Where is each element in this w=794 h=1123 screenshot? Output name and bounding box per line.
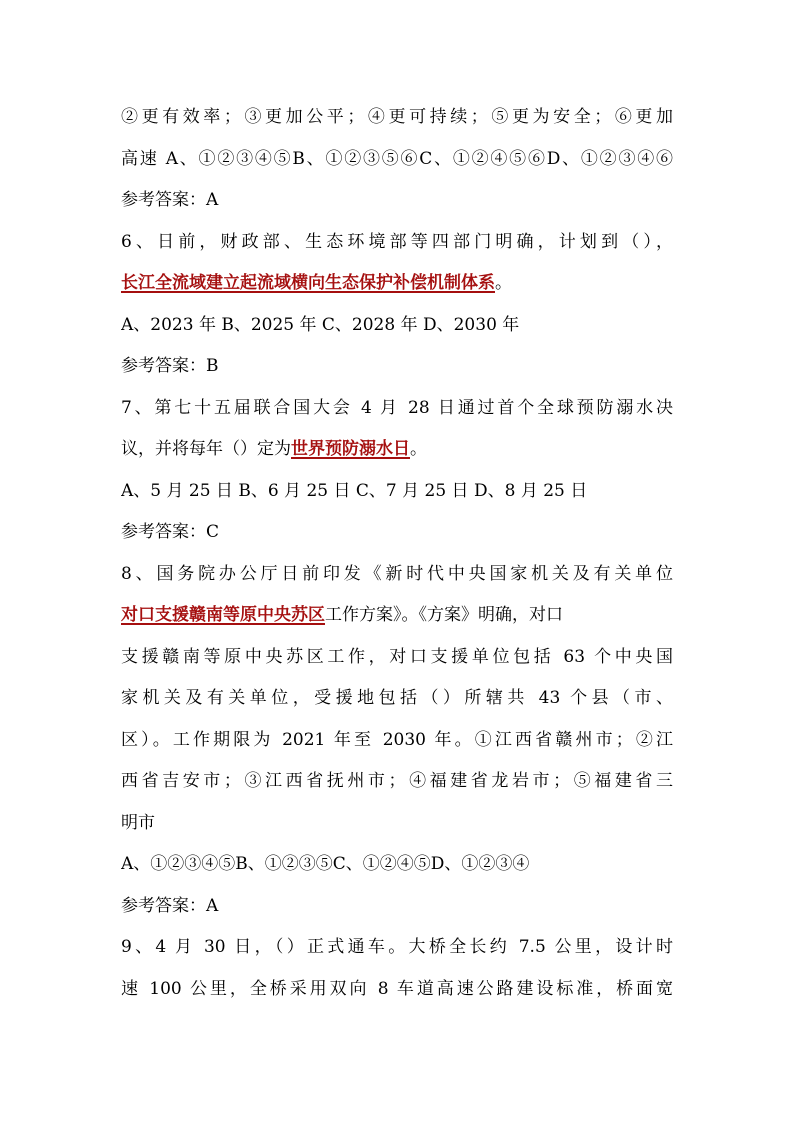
text-line: A、①②③④⑤B、①②③⑤C、①②④⑤D、①②③④	[121, 854, 530, 874]
text-line: 区）。工作期限为 2021 年至 2030 年。①江西省赣州市；②江	[121, 729, 673, 750]
question-8-line-2	[121, 595, 673, 637]
text-line: 8、国务院办公厅日前印发《新时代中央国家机关及有关单位	[121, 563, 673, 584]
answer-text: 参考答案：B	[121, 356, 219, 376]
question-8-line-7	[121, 803, 673, 845]
text-line: 6、日前，财政部、生态环境部等四部门明确，计划到（），	[121, 231, 673, 252]
highlighted-keyword: 长江全流域建立起流域横向生态保护补偿机制体系	[121, 273, 495, 293]
question-7-line-1	[121, 388, 673, 430]
text-line: 9、4 月 30 日，（）正式通车。大桥全长约 7.5 公里，设计时	[121, 937, 673, 957]
options-line	[121, 305, 673, 347]
answer-line	[121, 886, 673, 928]
question-8-line-6	[121, 761, 673, 803]
options-line	[121, 844, 673, 886]
text-line: 速 100 公里，全桥采用双向 8 车道高速公路建设标准，桥面宽	[121, 978, 673, 999]
document-page	[121, 97, 673, 1010]
answer-text: 参考答案：A	[121, 895, 219, 916]
text-line: 高速 A、①②③④⑤B、①②③⑤⑥C、①②④⑤⑥D、①②③④⑥	[121, 148, 673, 169]
question-8-line-5	[121, 720, 673, 762]
text-line: A、2023 年 B、2025 年 C、2028 年 D、2030 年	[121, 314, 520, 335]
answer-line	[121, 180, 673, 222]
question-9-line-2	[121, 969, 673, 1011]
text-line: 家机关及有关单位，受援地包括（）所辖共 43 个县（市、	[121, 688, 673, 708]
answer-text: 参考答案：A	[121, 190, 219, 210]
text-line: ②更有效率；③更加公平；④更可持续；⑤更为安全；⑥更加	[121, 107, 673, 127]
answer-line	[121, 346, 673, 388]
question-8-line-1	[121, 554, 673, 596]
text-head: 议，并将每年（）定为	[121, 439, 291, 459]
text-tail: 。	[410, 439, 427, 459]
question-6-line-1	[121, 222, 673, 264]
options-line	[121, 471, 673, 513]
question-6-line-2	[121, 263, 673, 305]
question-7-line-2	[121, 429, 673, 471]
text-line: A、5 月 25 日 B、6 月 25 日 C、7 月 25 日 D、8 月 25 日	[121, 480, 588, 501]
highlighted-keyword: 世界预防溺水日	[291, 439, 410, 459]
option-line	[121, 97, 673, 139]
answer-line	[121, 512, 673, 554]
text-line: 7、第七十五届联合国大会 4 月 28 日通过首个全球预防溺水决	[121, 397, 673, 418]
text-line: 西省吉安市；③江西省抚州市；④福建省龙岩市；⑤福建省三	[121, 771, 673, 791]
text-line: 明市	[121, 812, 155, 833]
answer-text: 参考答案：C	[121, 522, 220, 542]
highlighted-keyword: 对口支援赣南等原中央苏区	[121, 605, 325, 625]
question-8-line-3	[121, 637, 673, 679]
text-line: 支援赣南等原中央苏区工作，对口支援单位包括 63 个中央国	[121, 646, 673, 667]
text-tail: 。	[495, 273, 512, 293]
question-8-line-4	[121, 678, 673, 720]
text-tail: 工作方案》。《方案》明确，对口	[325, 605, 563, 625]
option-line	[121, 139, 673, 181]
question-9-line-1	[121, 927, 673, 969]
